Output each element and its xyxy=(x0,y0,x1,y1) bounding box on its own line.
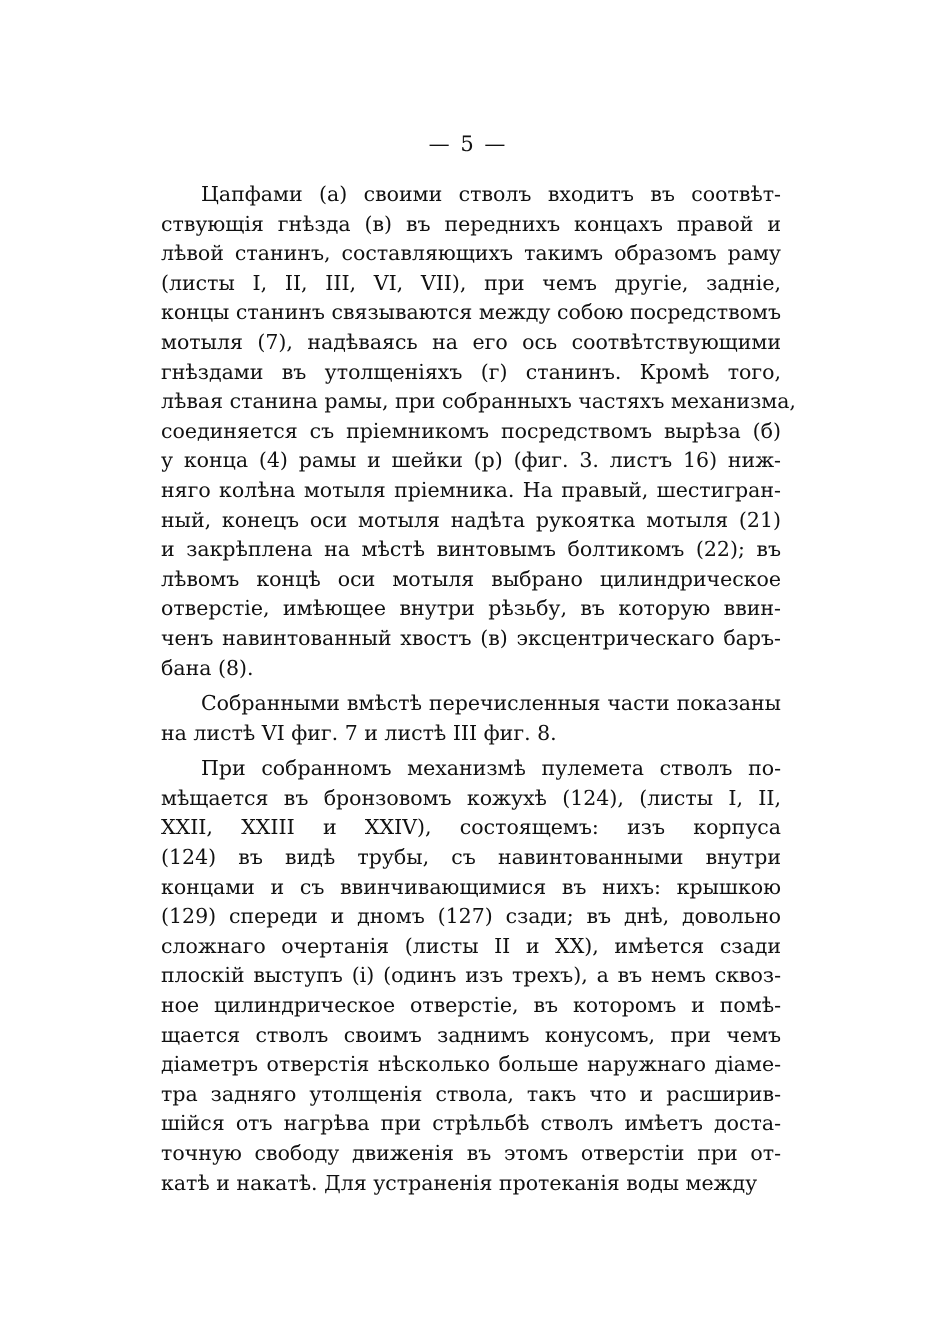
text-line: лѣвой станинъ, составляющихъ такимъ образомъ раму xyxy=(161,241,781,266)
page-number: — 5 — xyxy=(428,132,508,156)
text-line: щается стволъ своимъ заднимъ конусомъ, при чемъ xyxy=(161,1022,781,1047)
text-line: у конца (4) рамы и шейки (р) (фиг. 3. листъ 16) ниж- xyxy=(161,448,781,473)
paragraph-3 xyxy=(161,754,781,1198)
text-line: мѣщается въ бронзовомъ кожухѣ (124), (листы I, II, xyxy=(161,785,781,810)
text-line: мотыля (7), надѣваясь на его ось соотвѣтствующими xyxy=(161,329,781,354)
text-line: При собранномъ механизмѣ пулемета стволъ по- xyxy=(201,756,781,781)
text-line: XXII, XXIII и XXIV), состоящемъ: изъ корпуса xyxy=(161,815,781,840)
text-line: отверстіе, имѣющее внутри рѣзьбу, въ которую ввин- xyxy=(161,596,781,621)
text-line: точную свободу движенія въ этомъ отверстіи при от- xyxy=(161,1141,781,1165)
text-line: катѣ и накатѣ. Для устраненія протеканія воды между xyxy=(161,1170,758,1195)
text-line: концами и съ ввинчивающимися въ нихъ: крышкою xyxy=(161,874,781,899)
text-line: діаметръ отверстія нѣсколько больше наружнаго діаме- xyxy=(161,1052,781,1077)
text-line: Собранными вмѣстѣ перечисленныя части показаны xyxy=(201,691,781,716)
text-line: сложнаго очертанія (листы II и XX), имѣется сзади xyxy=(161,933,781,958)
text-line: (листы I, II, III, VI, VII), при чемъ другіе, задніе, xyxy=(161,270,781,295)
text-line: лѣвая станина рамы, при собранныхъ частяхъ механизма, xyxy=(161,389,796,414)
text-line: тра задняго утолщенія ствола, такъ что и расширив- xyxy=(161,1081,781,1106)
paragraph-2 xyxy=(161,689,781,748)
body-text xyxy=(161,180,796,1198)
text-line: плоскій выступъ (і) (одинъ изъ трехъ), а въ немъ сквоз- xyxy=(161,963,781,988)
text-line: няго колѣна мотыля пріемника. На правый, шестигран- xyxy=(161,477,781,502)
text-line: и закрѣплена на мѣстѣ винтовымъ болтикомъ (22); въ xyxy=(161,537,781,562)
text-line: ствующія гнѣзда (в) въ переднихъ концахъ правой и xyxy=(161,211,781,236)
text-line: ченъ навинтованный хвостъ (в) эксцентрическаго баръ- xyxy=(161,625,781,650)
text-line: (124) въ видѣ трубы, съ навинтованными внутри xyxy=(161,845,781,870)
text-line: бана (8). xyxy=(161,655,254,680)
text-line: концы станинъ связываются между собою посредствомъ xyxy=(161,300,781,325)
text-line: лѣвомъ концѣ оси мотыля выбрано цилиндрическое xyxy=(161,566,781,591)
text-line: ный, конецъ оси мотыля надѣта рукоятка мотыля (21) xyxy=(161,507,781,532)
text-line: гнѣздами въ утолщеніяхъ (г) станинъ. Кромѣ того, xyxy=(161,359,781,384)
text-line: на листѣ VI фиг. 7 и листѣ III фиг. 8. xyxy=(161,720,557,745)
text-line: соединяется съ пріемникомъ посредствомъ вырѣза (б) xyxy=(161,418,781,443)
text-line: ное цилиндрическое отверстіе, въ которомъ и помѣ- xyxy=(161,993,781,1018)
text-line: шійся отъ нагрѣва при стрѣльбѣ стволъ имѣетъ доста- xyxy=(161,1111,781,1136)
text-line: Цапфами (а) своими стволъ входитъ въ соотвѣт- xyxy=(201,182,781,206)
paragraph-1 xyxy=(161,180,796,683)
text-line: (129) спереди и дномъ (127) сзади; въ днѣ, довольно xyxy=(161,904,781,929)
